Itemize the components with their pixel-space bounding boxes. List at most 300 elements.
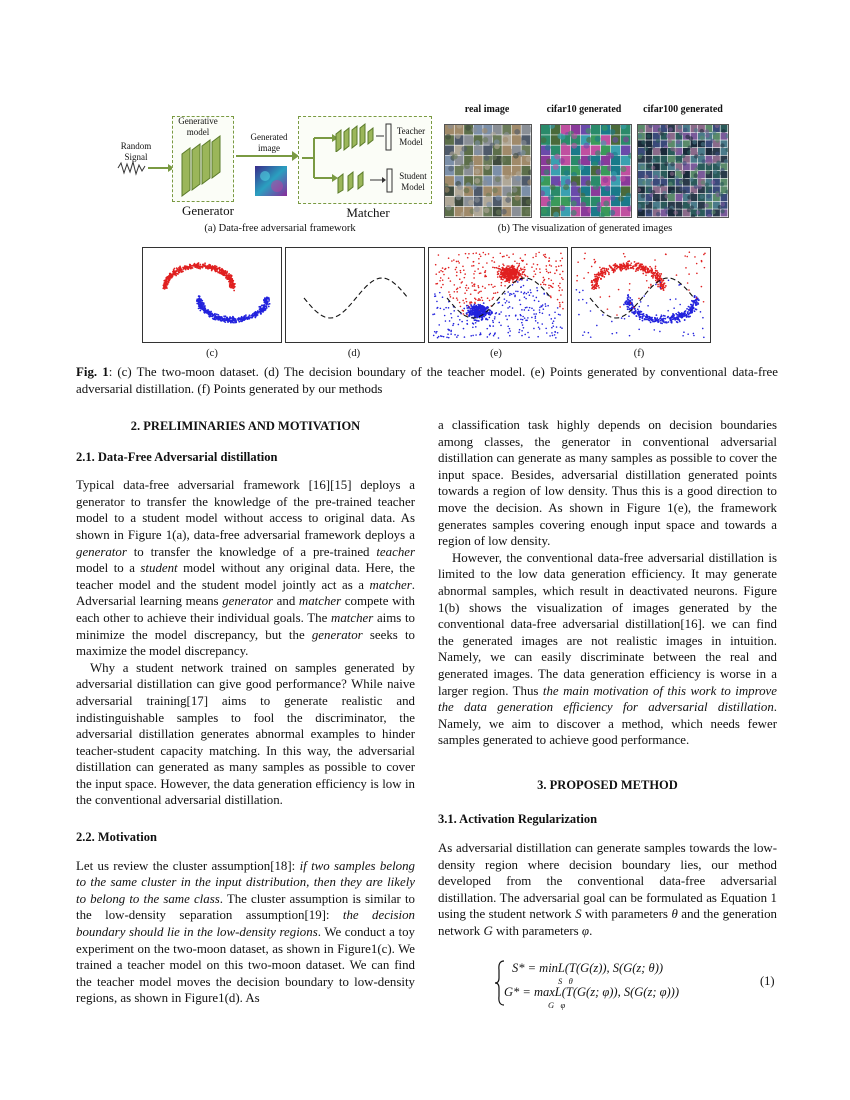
grid-tile-detail [602,177,608,183]
red-point [635,270,637,272]
red-point [198,262,200,264]
blue-point [557,307,559,309]
blue-point [663,315,665,317]
red-point [627,265,629,267]
blue-point [638,312,640,314]
red-point [473,284,475,286]
blue-point [196,300,198,302]
red-point [457,299,459,301]
red-point [456,271,458,273]
red-point [230,274,232,276]
grid-tile-detail [482,128,488,134]
red-point [492,286,494,288]
blue-point [652,321,654,323]
blue-point [263,300,265,302]
red-point [478,263,480,265]
blue-point [673,307,675,309]
blue-point [452,325,454,327]
red-point [621,265,623,267]
red-point [545,257,547,259]
grid-tile-detail [586,128,592,134]
blue-point [231,320,233,322]
red-point [457,260,459,262]
red-point [584,252,586,254]
blue-point [639,316,641,318]
blue-point [684,314,686,316]
red-point [543,280,545,282]
blue-point [477,304,479,306]
blue-point [542,312,544,314]
blue-point [454,334,456,336]
blue-point [555,337,557,339]
red-point [601,271,603,273]
red-point [502,279,504,281]
red-point [509,275,511,277]
red-point [500,276,502,278]
blue-point [526,319,528,321]
blue-point [483,302,485,304]
red-point [191,267,193,269]
grid-tile-detail [705,182,710,187]
blue-point [578,299,580,301]
red-point [642,273,644,275]
blue-point [675,313,677,315]
red-point [548,260,550,262]
red-point [632,268,634,270]
blue-point [498,313,500,315]
blue-point [436,307,438,309]
blue-point [645,318,647,320]
blue-point [544,303,546,305]
blue-point [494,333,496,335]
equation-line-1-sub: S θ [558,976,573,986]
red-point [512,253,514,255]
red-point [510,265,512,267]
blue-point [526,279,528,281]
red-point [221,268,223,270]
grid-tile-detail [496,209,502,215]
grid-tile-detail [521,140,527,146]
subsection-3-1-heading: 3.1. Activation Regularization [438,812,598,827]
red-point [537,264,539,266]
red-point [442,284,444,286]
blue-point [522,316,524,318]
grid-tile-detail [671,190,676,195]
red-point [555,260,557,262]
grid-tile-detail [638,175,643,180]
blue-point [658,319,660,321]
blue-point [211,316,213,318]
blue-point [241,317,243,319]
red-point [497,271,499,273]
red-point [512,268,514,270]
blue-point [198,295,200,297]
blue-point [651,317,653,319]
blue-point [698,299,700,301]
red-point [658,278,660,280]
red-point [688,273,690,275]
red-point [491,260,493,262]
grid-tile-detail [608,153,614,159]
red-point [661,278,663,280]
red-point [486,262,488,264]
grid-tile-detail [461,146,467,152]
blue-point [553,320,555,322]
blue-point [528,309,530,311]
grid-tile-detail [475,150,481,156]
red-point [596,280,598,282]
blue-point [244,318,246,320]
red-point [225,277,227,279]
blue-point [477,307,479,309]
red-point [549,264,551,266]
blue-point [463,308,465,310]
red-point [659,273,661,275]
blue-point [683,331,685,333]
blue-point [459,319,461,321]
blue-point [475,322,477,324]
grid-tile-detail [484,155,490,161]
red-point [594,276,596,278]
grid-tile-detail [526,156,532,162]
red-point [500,285,502,287]
grid-tile-detail [500,157,506,163]
grid-tile-detail [599,212,605,218]
red-point [460,270,462,272]
red-point [664,287,666,289]
red-point [515,275,517,277]
red-point [180,268,182,270]
red-point [552,283,554,285]
red-point [202,267,204,269]
red-point [533,276,535,278]
blue-point [576,289,578,291]
red-point [651,275,653,277]
red-point [494,286,496,288]
red-point [638,268,640,270]
blue-point [693,335,695,337]
red-point [533,263,535,265]
grid-tile-detail [711,210,716,215]
blue-point [687,316,689,318]
red-point [684,255,686,257]
blue-point [670,317,672,319]
blue-point [645,316,647,318]
red-point [701,286,703,288]
blue-point [556,326,558,328]
grid-tile-detail [651,159,656,164]
red-point [175,273,177,275]
red-point [193,265,195,267]
red-point [560,253,562,255]
grid-tile-detail [457,184,463,190]
red-point [608,273,610,275]
blue-point [691,311,693,313]
blue-point [504,293,506,295]
red-point [440,287,442,289]
grid-tile-detail [543,127,549,133]
red-point [546,270,548,272]
red-point [205,267,207,269]
blue-point [507,325,509,327]
blue-point [520,286,522,288]
grid-tile-detail [603,200,609,206]
red-point [655,271,657,273]
red-point [548,285,550,287]
red-point [503,256,505,258]
grid-tile-detail [704,203,709,208]
blue-point [488,312,490,314]
blue-point [480,332,482,334]
red-point [595,285,597,287]
grid-tile-detail [601,140,607,146]
red-point [472,253,474,255]
red-point [208,264,210,266]
grid-tile-detail [609,210,615,216]
grid-tile-detail [554,154,560,160]
blue-point [669,299,671,301]
red-point [191,265,193,267]
blue-point [226,318,228,320]
blue-point [582,334,584,336]
red-point [636,268,638,270]
red-point [539,268,541,270]
red-point [561,258,563,260]
blue-point [578,314,580,316]
red-point [587,272,589,274]
paragraph-2-1-a: Typical data-free adversarial framework [16][15] deploys a generator to transfer the knowledge of the pre-trained teacher model to a student model without access to original data. As shown in Figure 1(a), data-free adversarial framework deploys a generator to transfer the knowledge of a pre-trained teacher model to a student model without any original data. Here, the teacher model and the student model jointly act as a matcher. Adversarial learning means generator and matcher compete with each other to achieve their individual goals. The matcher aims to minimize the model discrepancy, but the generator seeks to maximize the model discrepancy. [76,478,416,659]
red-point [479,299,481,301]
red-point [650,284,652,286]
subplot-label-e: (e) [490,348,502,359]
blue-point [436,301,438,303]
red-point [584,258,586,260]
our-method-generated-plot [571,247,711,343]
blue-point [537,322,539,324]
grid-tile-detail [591,128,597,134]
blue-point [539,309,541,311]
red-point [456,291,458,293]
red-point [463,302,465,304]
red-point [559,274,561,276]
grid-tile-detail [464,163,470,169]
blue-point [450,333,452,335]
blue-point [684,319,686,321]
blue-point [267,302,269,304]
red-point [577,261,579,263]
red-point [629,264,631,266]
red-point [604,272,606,274]
blue-point [492,325,494,327]
grid-tile-detail [668,127,673,131]
generated-image-thumbnail [255,166,287,196]
blue-point [655,319,657,321]
blue-point [538,326,540,328]
blue-point [677,314,679,316]
blue-point [474,319,476,321]
grid-tile-detail [720,182,725,187]
grid-tile-detail [715,138,720,143]
red-point [443,274,445,276]
red-point [517,267,519,269]
red-point [514,260,516,262]
red-point [461,281,463,283]
red-point [233,290,235,292]
red-point [216,266,218,268]
grid-tile-detail [571,200,577,206]
blue-point [547,305,549,307]
blue-point [675,298,677,300]
red-point [655,266,657,268]
red-point [225,272,227,274]
blue-point [507,307,509,309]
grid-tile-detail [482,137,488,143]
blue-point [518,332,520,334]
blue-point [539,328,541,330]
blue-point [535,320,537,322]
red-point [232,287,234,289]
grid-tile-detail [720,171,725,176]
grid-tile-detail [690,192,695,197]
subplot-label-f: (f) [633,348,645,359]
red-point [543,277,545,279]
blue-point [674,317,676,319]
blue-point [450,331,452,333]
red-point [484,287,486,289]
blue-point [472,335,474,337]
red-point [625,266,627,268]
blue-point [582,290,584,292]
red-point [444,269,446,271]
red-point [595,287,597,289]
blue-point [579,292,581,294]
red-point [435,273,437,275]
red-point [474,289,476,291]
blue-point [203,311,205,313]
red-point [471,282,473,284]
grid-tile-detail [668,182,673,187]
grid-tile-detail [678,125,683,130]
red-point [231,278,233,280]
red-point [466,290,468,292]
blue-point [687,311,689,313]
flow-arrow-icon [236,150,300,162]
red-point [535,253,537,255]
blue-point [521,309,523,311]
red-point [502,256,504,258]
blue-point [522,319,524,321]
grid-tile-detail [682,161,687,166]
blue-point [668,279,670,281]
red-point [638,262,640,264]
red-point [627,263,629,265]
grid-tile-detail [681,154,686,159]
blue-point [526,307,528,309]
grid-tile-detail [523,186,529,192]
red-point [506,274,508,276]
blue-point [551,332,553,334]
red-point [492,297,494,299]
blue-point [546,332,548,334]
red-point [562,278,564,280]
grid-tile-detail [706,194,711,199]
red-point [199,264,201,266]
red-point [495,292,497,294]
red-point [440,270,442,272]
blue-point [629,335,631,337]
grid-tile-detail [646,134,651,139]
blue-point [204,306,206,308]
grid-tile-detail [468,200,474,206]
grid-tile-detail [482,180,488,186]
grid-tile-detail [512,187,518,193]
blue-point [537,290,539,292]
red-point [183,268,185,270]
blue-point [476,317,478,319]
blue-point [243,318,245,320]
blue-point [216,313,218,315]
right-column [438,417,777,940]
red-point [517,277,519,279]
blue-point [655,284,657,286]
blue-point [536,297,538,299]
cifar10-generated-grid [540,124,632,218]
blue-point [549,314,551,316]
blue-point [199,310,201,312]
red-point [166,277,168,279]
grid-tile-detail [715,152,720,157]
blue-point [473,323,475,325]
blue-point [519,329,521,331]
blue-point [473,313,475,315]
blue-point [667,321,669,323]
random-signal-icon [116,160,176,176]
blue-point [674,319,676,321]
blue-point [487,336,489,338]
red-point [596,276,598,278]
blue-point [260,312,262,314]
grid-tile-detail [724,159,729,164]
blue-point [200,300,202,302]
blue-point [230,317,232,319]
red-point [510,277,512,279]
red-point [606,269,608,271]
grid-tile-detail [721,202,726,207]
red-point [661,283,663,285]
student-model-label: Student Model [399,171,427,192]
red-point [560,294,562,296]
blue-point [507,332,509,334]
red-point [613,268,615,270]
blue-point [463,328,465,330]
blue-point [543,308,545,310]
blue-point [655,314,657,316]
fig-b-label-real: real image [464,104,510,115]
red-point [168,282,170,284]
red-point [163,282,165,284]
red-point [576,280,578,282]
blue-point [464,336,466,338]
grid-tile-detail [660,131,665,136]
blue-point [443,309,445,311]
red-point [219,268,221,270]
red-point [478,258,480,260]
red-point [555,266,557,268]
blue-point [466,305,468,307]
grid-tile-detail [602,125,608,131]
red-point [469,302,471,304]
red-point [562,301,564,303]
